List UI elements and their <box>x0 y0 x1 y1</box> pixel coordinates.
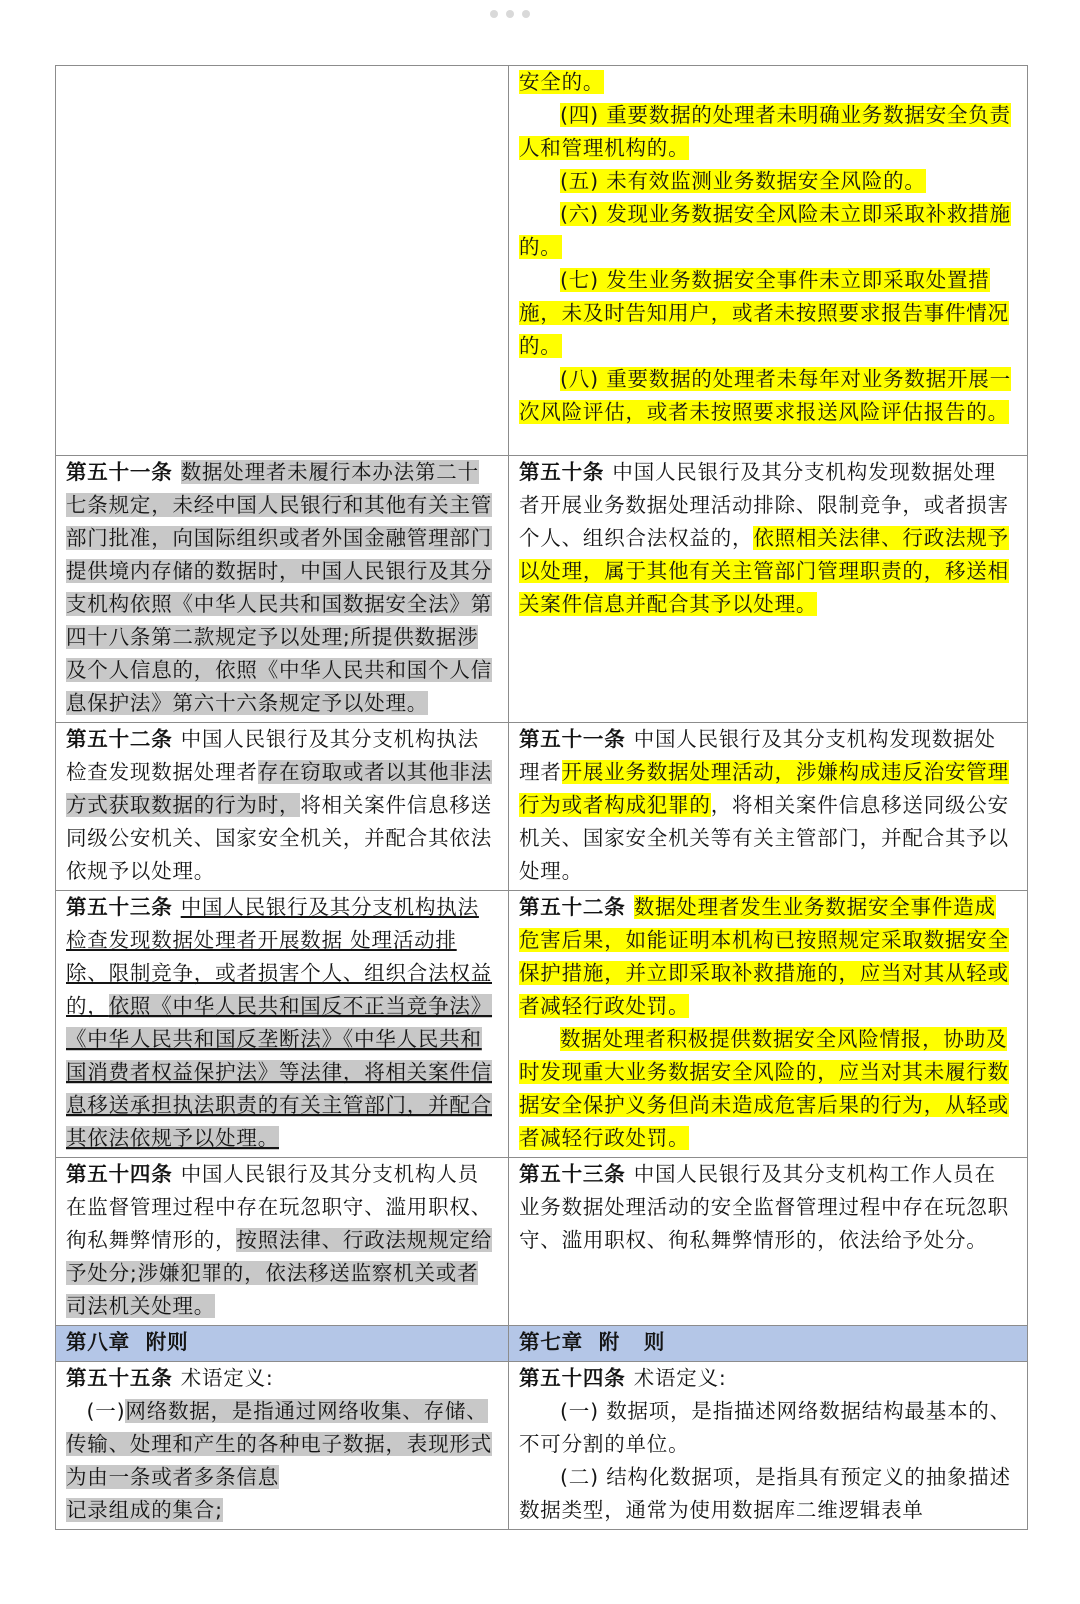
article-number: 第五十三条 <box>66 895 173 919</box>
article-text: 中国人民银行及其分支机构发现数据处理者 <box>519 727 996 784</box>
list-item: (七) 发生业务数据安全事件未立即采取处置措施，未及时告知用户，或者未按照要求报告事件情况的。 <box>519 268 1009 358</box>
page-indicator-dots <box>490 10 530 18</box>
article-number: 第五十一条 <box>519 727 626 751</box>
new-text-cell <box>509 891 1028 1158</box>
article-text: ，将相关案件信息移送同级公安机关、国家安全机关等有关主管部门，并配合其予以处理。 <box>519 793 1009 883</box>
article-text: 中国人民银行及其分支机构人员在监督管理过程中存在玩忽职守、滥用职权、徇私舞弊情形的， <box>66 1162 492 1252</box>
article-number: 第五十五条 <box>66 1366 173 1390</box>
article-text-highlight: 依照《中华人民共和国反不正当竞争法》《中华人民共和国反垄断法》《中华人民共和国消费者权益保护法》等法律，将相关案件信息移送承担执法职责的有关主管部门，并配合其依法依规予以处理。 <box>66 994 493 1150</box>
article-number: 第五十条 <box>519 460 605 484</box>
article-text-highlight: 数据处理者积极提供数据安全风险情报，协助及时发现重大业务数据安全风险的，应当对其未履行数据安全保护义务但尚未造成危害后果的行为，从轻或者减轻行政处罚。 <box>519 1027 1009 1150</box>
article-number: 第五十四条 <box>519 1366 626 1390</box>
old-text-cell <box>56 891 509 1158</box>
article-number: 第五十二条 <box>519 895 626 919</box>
article-number: 第五十四条 <box>66 1162 173 1186</box>
article-text: 中国人民银行及其分支机构发现数据处理者开展业务数据处理活动排除、限制竞争，或者损害个人、组织合法权益的， <box>519 460 1009 550</box>
article-text: 数据处理者未履行本办法第二十七条规定，未经中国人民银行和其他有关主管部门批准，向国际组织或者外国金融管理部门提供境内存储的数据时，中国人民银行及其分支机构依照《中华人民共和国数据安全法》第四十八条第二款规定予以处理;所提供数据涉及个人信息的，依照《中华人民共和国个人信息保护法》第六十六条规定予以处理。 <box>66 460 492 715</box>
table-row <box>56 456 1028 723</box>
old-text-cell <box>56 1158 509 1326</box>
list-item: (四) 重要数据的处理者未明确业务数据安全负责人和管理机构的。 <box>519 103 1011 160</box>
article-number: 第五十二条 <box>66 727 173 751</box>
article-text: 中国人民银行及其分支机构工作人员在业务数据处理活动的安全监督管理过程中存在玩忽职守、滥用职权、徇私舞弊情形的，依法给予处分。 <box>519 1162 1009 1252</box>
old-chapter-cell <box>56 1326 509 1362</box>
old-text-cell <box>56 1362 509 1530</box>
article-text: 术语定义: <box>180 1366 274 1390</box>
article-text: 中国人民银行及其分支机构执法检查发现数据处理者开展数据 处理活动排除、限制竞争，或者损害个人、组织合法权益的， <box>66 895 492 1018</box>
list-item: (六) 发现业务数据安全风险未立即采取补救措施的。 <box>519 202 1011 259</box>
chapter-row <box>56 1326 1028 1362</box>
article-text-highlight: 依照相关法律、行政法规予以处理，属于其他有关主管部门管理职责的，移送相关案件信息并配合其予以处理。 <box>519 526 1009 616</box>
article-number: 第五十三条 <box>519 1162 626 1186</box>
chapter-title: 第八章 附则 <box>66 1330 189 1354</box>
new-text-cell <box>509 723 1028 891</box>
list-item: 网络数据，是指通过网络收集、存储、传输、处理和产生的各种电子数据，表现形式为由一条或者多条信息 <box>66 1399 492 1489</box>
old-text-cell <box>56 723 509 891</box>
article-number: 第五十一条 <box>66 460 173 484</box>
list-item: (八) 重要数据的处理者未每年对业务数据开展一次风险评估，或者未按照要求报送风险评估报告的。 <box>519 367 1011 424</box>
comparison-table <box>55 65 1028 1530</box>
article-text-highlight: 存在窃取或者以其他非法方式获取数据的行为时， <box>66 760 493 817</box>
table-row <box>56 891 1028 1158</box>
list-item: (五) 未有效监测业务数据安全风险的。 <box>560 169 926 193</box>
table-row <box>56 1362 1028 1530</box>
list-item: 记录组成的集合; <box>66 1498 223 1522</box>
list-item: (一) 数据项，是指描述网络数据结构最基本的、不可分割的单位。 <box>519 1399 1011 1456</box>
list-item-prefix: (一) <box>86 1399 126 1423</box>
chapter-title: 第七章 附 则 <box>519 1330 666 1354</box>
old-text-cell <box>56 456 509 723</box>
list-item: 安全的。 <box>519 70 605 94</box>
new-chapter-cell <box>509 1326 1028 1362</box>
new-text-cell <box>509 1362 1028 1530</box>
article-text: 将相关案件信息移送同级公安机关、国家安全机关，并配合其依法依规予以处理。 <box>66 793 493 883</box>
list-item: (二) 结构化数据项，是指具有预定义的抽象描述数据类型，通常为使用数据库二维逻辑表单 <box>519 1465 1011 1522</box>
article-text: 中国人民银行及其分支机构执法检查发现数据处理者 <box>66 727 479 784</box>
article-text-highlight: 数据处理者发生业务数据安全事件造成危害后果，如能证明本机构已按照规定采取数据安全保护措施，并立即采取补救措施的，应当对其从轻或者减轻行政处罚。 <box>519 895 1009 1018</box>
old-text-cell <box>56 66 509 456</box>
new-text-cell <box>509 66 1028 456</box>
new-text-cell <box>509 1158 1028 1326</box>
new-text-cell <box>509 456 1028 723</box>
article-text: 术语定义: <box>633 1366 727 1390</box>
table-row <box>56 723 1028 891</box>
table-row <box>56 66 1028 456</box>
article-text-highlight: 开展业务数据处理活动，涉嫌构成违反治安管理行为或者构成犯罪的 <box>519 760 1009 817</box>
table-row <box>56 1158 1028 1326</box>
article-text-highlight: 按照法律、行政法规规定给予处分;涉嫌犯罪的，依法移送监察机关或者司法机关处理。 <box>66 1228 493 1318</box>
